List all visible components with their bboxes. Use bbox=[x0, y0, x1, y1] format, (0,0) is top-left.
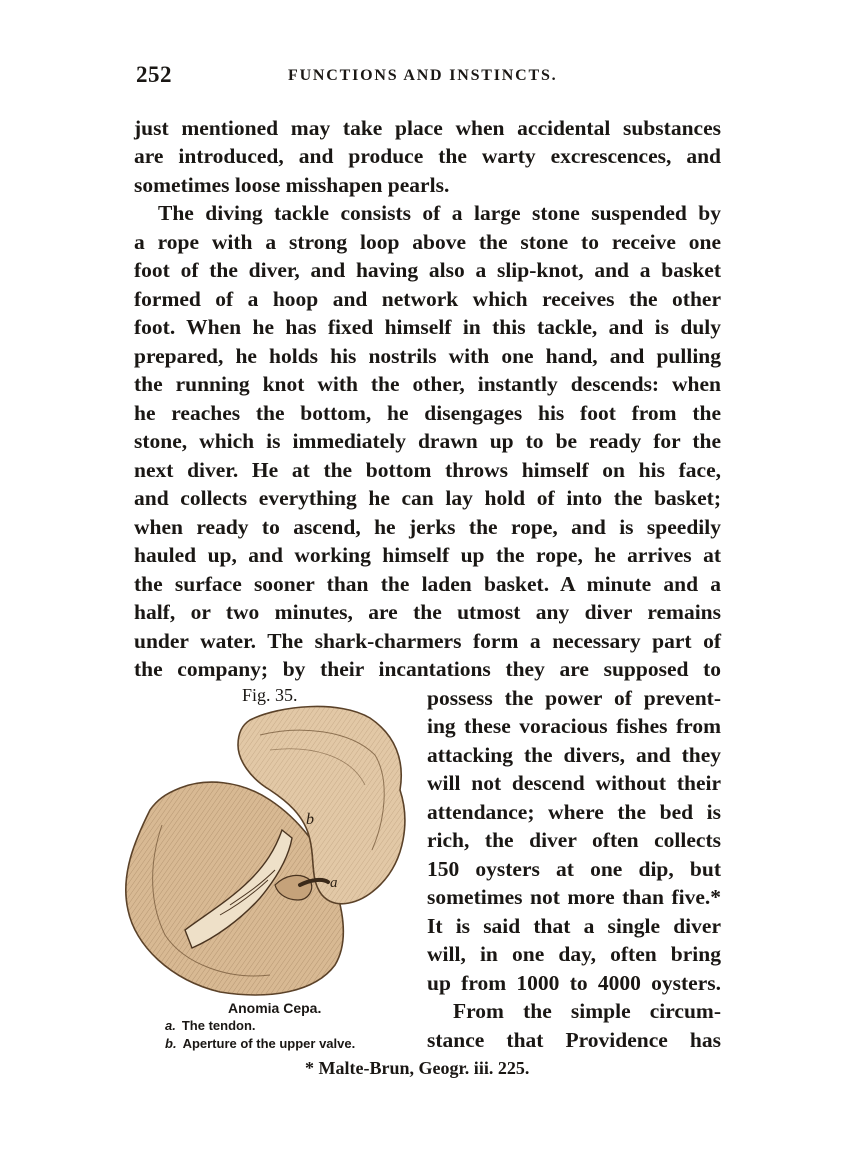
figure-label: Fig. 35. bbox=[242, 685, 298, 705]
text-line: just mentioned may take place when accidental substances bbox=[134, 116, 721, 140]
caption-text: The tendon. bbox=[181, 1018, 256, 1033]
caption-key: a. bbox=[165, 1018, 176, 1033]
text-line: sometimes loose misshapen pearls. bbox=[134, 173, 450, 197]
text-line: formed of a hoop and network which receives the other bbox=[134, 287, 721, 311]
figure-caption-item bbox=[165, 1018, 256, 1033]
text-line: and collects everything he can lay hold of into the basket; bbox=[134, 486, 721, 510]
text-line: sometimes not more than five.* bbox=[427, 885, 721, 909]
text-line: The diving tackle consists of a large stone suspended by bbox=[158, 201, 721, 225]
running-title: FUNCTIONS AND INSTINCTS. bbox=[288, 67, 558, 84]
text-line: will, in one day, often bring bbox=[427, 942, 721, 966]
text-line: possess the power of prevent- bbox=[427, 686, 721, 710]
text-line: half, or two minutes, are the utmost any diver remains bbox=[134, 600, 721, 624]
text-line: he reaches the bottom, he disengages his foot from the bbox=[134, 401, 721, 425]
page-number: 252 bbox=[136, 62, 172, 87]
text-line: stone, which is immediately drawn up to be ready for the bbox=[134, 429, 721, 453]
marker-a: a bbox=[330, 875, 338, 891]
text-line: under water. The shark-charmers form a necessary part of bbox=[134, 629, 721, 653]
text-line: foot. When he has fixed himself in this tackle, and is duly bbox=[134, 315, 721, 339]
text-line: It is said that a single diver bbox=[427, 914, 721, 938]
text-line: prepared, he holds his nostrils with one hand, and pulling bbox=[134, 344, 721, 368]
page-header bbox=[136, 62, 721, 92]
text-line: attacking the divers, and they bbox=[427, 743, 721, 767]
text-line: are introduced, and produce the warty excrescences, and bbox=[134, 144, 721, 168]
figure-caption-item bbox=[165, 1036, 355, 1051]
text-line: the running knot with the other, instantly descends: when bbox=[134, 372, 721, 396]
oyster-shell-illustration bbox=[110, 700, 420, 1000]
text-line: rich, the diver often collects bbox=[427, 828, 721, 852]
text-line: will not descend without their bbox=[427, 771, 721, 795]
caption-text: Aperture of the upper valve. bbox=[182, 1036, 356, 1051]
text-line: when ready to ascend, he jerks the rope, and is speedily bbox=[134, 515, 721, 539]
text-line: From the simple circum- bbox=[453, 999, 721, 1023]
marker-b: b bbox=[306, 811, 314, 828]
text-line: 150 oysters at one dip, but bbox=[427, 857, 721, 881]
text-line: attendance; where the bed is bbox=[427, 800, 721, 824]
text-line: hauled up, and working himself up the rope, he arrives at bbox=[134, 543, 721, 567]
caption-key: b. bbox=[165, 1036, 177, 1051]
figure-caption-title: Anomia Cepa. bbox=[228, 1000, 322, 1016]
text-line: foot of the diver, and having also a slip-knot, and a basket bbox=[134, 258, 721, 282]
footnote: * Malte-Brun, Geogr. iii. 225. bbox=[305, 1058, 530, 1078]
text-line: next diver. He at the bottom throws himself on his face, bbox=[134, 458, 721, 482]
text-line: up from 1000 to 4000 oysters. bbox=[427, 971, 721, 995]
text-line: ing these voracious fishes from bbox=[427, 714, 721, 738]
text-line: stance that Providence has bbox=[427, 1028, 721, 1052]
text-line: a rope with a strong loop above the stone to receive one bbox=[134, 230, 721, 254]
text-line: the company; by their incantations they are supposed to bbox=[134, 657, 721, 681]
text-line: the surface sooner than the laden basket. A minute and a bbox=[134, 572, 721, 596]
